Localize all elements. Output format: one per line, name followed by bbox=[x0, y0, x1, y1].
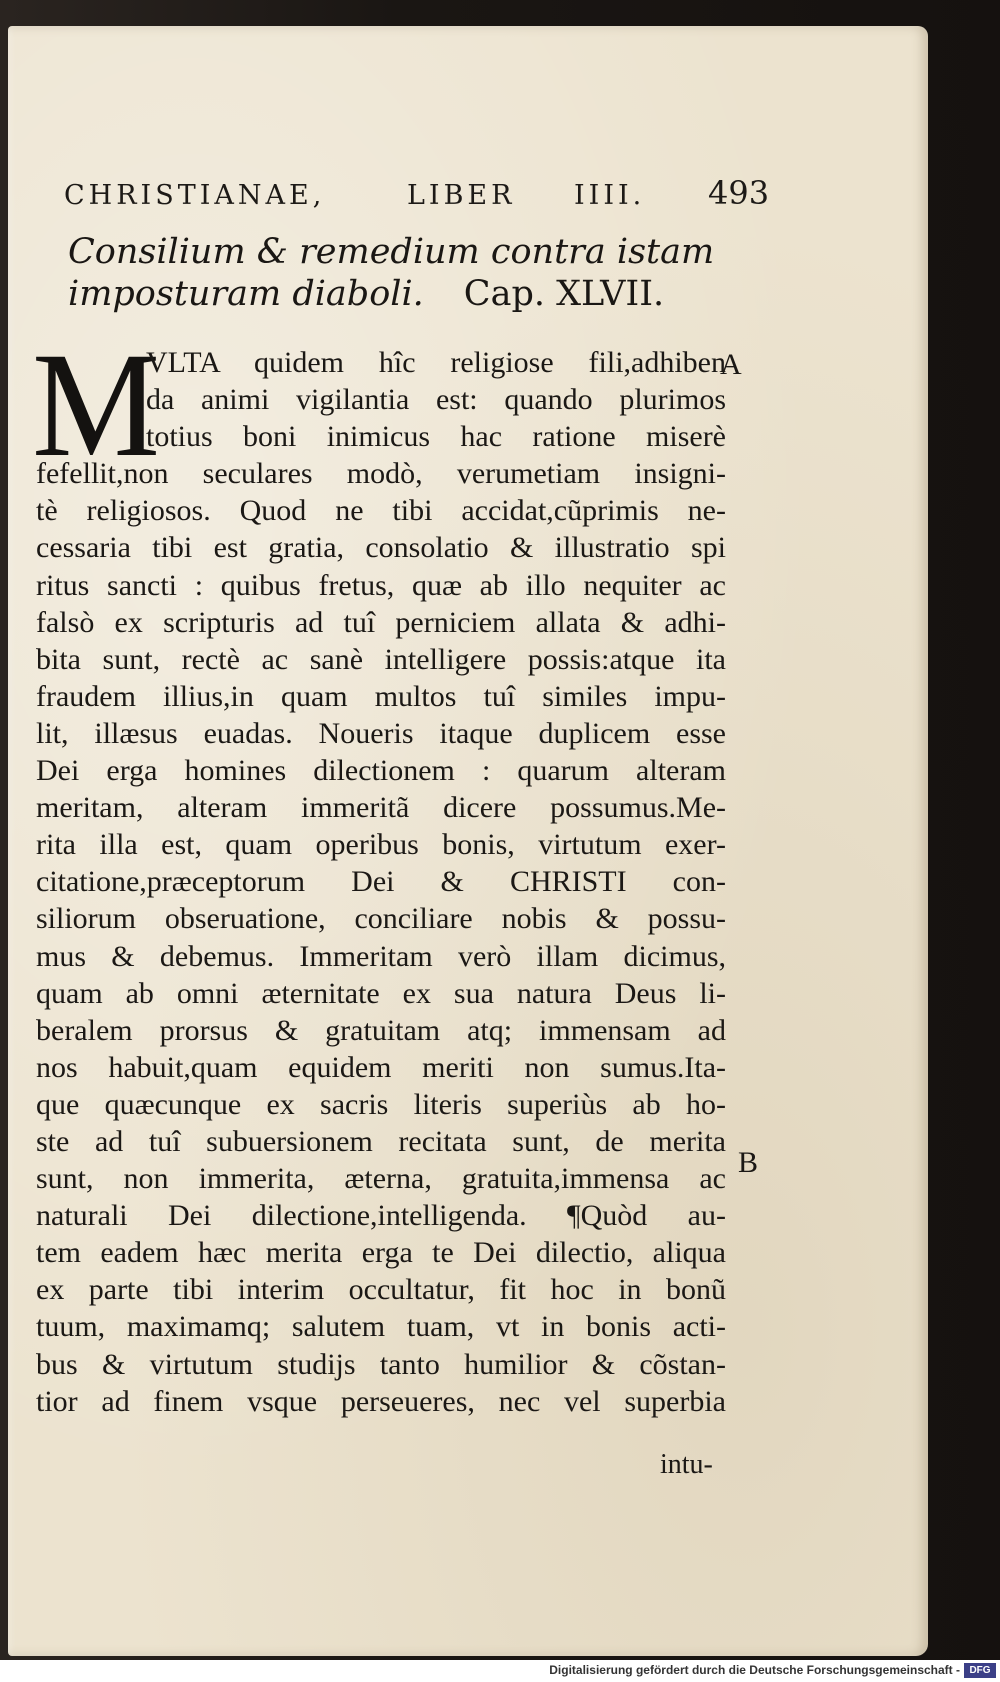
text-line: naturali Dei dilectione,intelligenda. ¶Quòd au- bbox=[36, 1199, 726, 1233]
text-line: bita sunt, rectè ac sanè intelligere possis:atque ita bbox=[36, 642, 726, 676]
text-line: tior ad finem vsque perseueres, nec vel superbia bbox=[36, 1384, 726, 1418]
chapter-title-line-2-text: imposturam diaboli. bbox=[68, 274, 424, 314]
text-line: meritam, alteram immeritã dicere possumus.Me- bbox=[36, 791, 726, 825]
text-line: Dei erga homines dilectionem : quarum alteram bbox=[36, 754, 726, 788]
chapter-title bbox=[68, 231, 758, 315]
text-line: bus & virtutum studijs tanto humilior & cõstan- bbox=[36, 1347, 726, 1381]
text-line: fraudem illius,in quam multos tuî similes impu- bbox=[36, 679, 726, 713]
text-line: tuum, maximamq; salutem tuam, vt in bonis acti- bbox=[36, 1310, 726, 1344]
text-line: quam ab omni æternitate ex sua natura Deus li- bbox=[36, 976, 726, 1010]
text-line: citatione,præceptorum Dei & CHRISTI con- bbox=[36, 865, 726, 899]
text-line: lit, illæsus euadas. Noueris itaque duplicem esse bbox=[36, 716, 726, 750]
chapter-number: Cap. XLVII. bbox=[463, 274, 665, 314]
text-line: siliorum obseruatione, conciliare nobis & possu- bbox=[36, 902, 726, 936]
text-line: nos habuit,quam equidem meriti non sumus.Ita- bbox=[36, 1050, 726, 1084]
text-line: falsò ex scripturis ad tuî perniciem allata & adhi- bbox=[36, 605, 726, 639]
text-line: beralem prorsus & gratuitam atq; immensam ad bbox=[36, 1013, 726, 1047]
margin-note-a: A bbox=[720, 348, 742, 381]
text-line: cessaria tibi est gratia, consolatio & illustratio spi bbox=[36, 531, 726, 565]
text-line: ste ad tuî subuersionem recitata sunt, de merita bbox=[36, 1124, 726, 1158]
text-line: tem eadem hæc merita erga te Dei dilectio, aliqua bbox=[36, 1236, 726, 1270]
footer-credit: Digitalisierung gefördert durch die Deutsche Forschungsgemeinschaft - bbox=[549, 1663, 960, 1677]
page-number: 493 bbox=[708, 174, 770, 212]
body-text bbox=[36, 344, 726, 1420]
footer-bar bbox=[0, 1660, 1000, 1682]
text-line: totius boni inimicus hac ratione miserè bbox=[146, 420, 726, 454]
text-line: fefellit,non seculares modò, verumetiam insigni- bbox=[36, 457, 726, 491]
text-line: que quæcunque ex sacris literis superiùs ab ho- bbox=[36, 1087, 726, 1121]
text-line: ritus sancti : quibus fretus, quæ ab illo nequiter ac bbox=[36, 568, 726, 602]
text-line: da animi vigilantia est: quando plurimos bbox=[146, 383, 726, 417]
running-head bbox=[64, 180, 764, 224]
book-page bbox=[8, 26, 928, 1656]
text-line: tè religiosos. Quod ne tibi accidat,cũprimis ne- bbox=[36, 494, 726, 528]
margin-note-b: B bbox=[738, 1146, 759, 1179]
running-head-book-number: IIII. bbox=[574, 180, 646, 211]
running-head-title: CHRISTIANAE, bbox=[64, 180, 326, 211]
catchword: intu- bbox=[660, 1449, 713, 1480]
text-line: VLTA quidem hîc religiose fili,adhiben bbox=[146, 346, 726, 379]
text-line: ex parte tibi interim occultatur, fit hoc in bonũ bbox=[36, 1273, 726, 1307]
text-line: sunt, non immerita, æterna, gratuita,immensa ac bbox=[36, 1162, 726, 1196]
running-head-liber: LIBER bbox=[407, 180, 516, 211]
dfg-logo: DFG bbox=[964, 1663, 996, 1678]
drop-cap: M bbox=[32, 322, 161, 488]
chapter-title-line-2 bbox=[68, 273, 758, 315]
text-line: mus & debemus. Immeritam verò illam dicimus, bbox=[36, 939, 726, 973]
chapter-title-line-1: Consilium & remedium contra istam bbox=[68, 232, 715, 272]
text-line: rita illa est, quam operibus bonis, virtutum exer- bbox=[36, 828, 726, 862]
